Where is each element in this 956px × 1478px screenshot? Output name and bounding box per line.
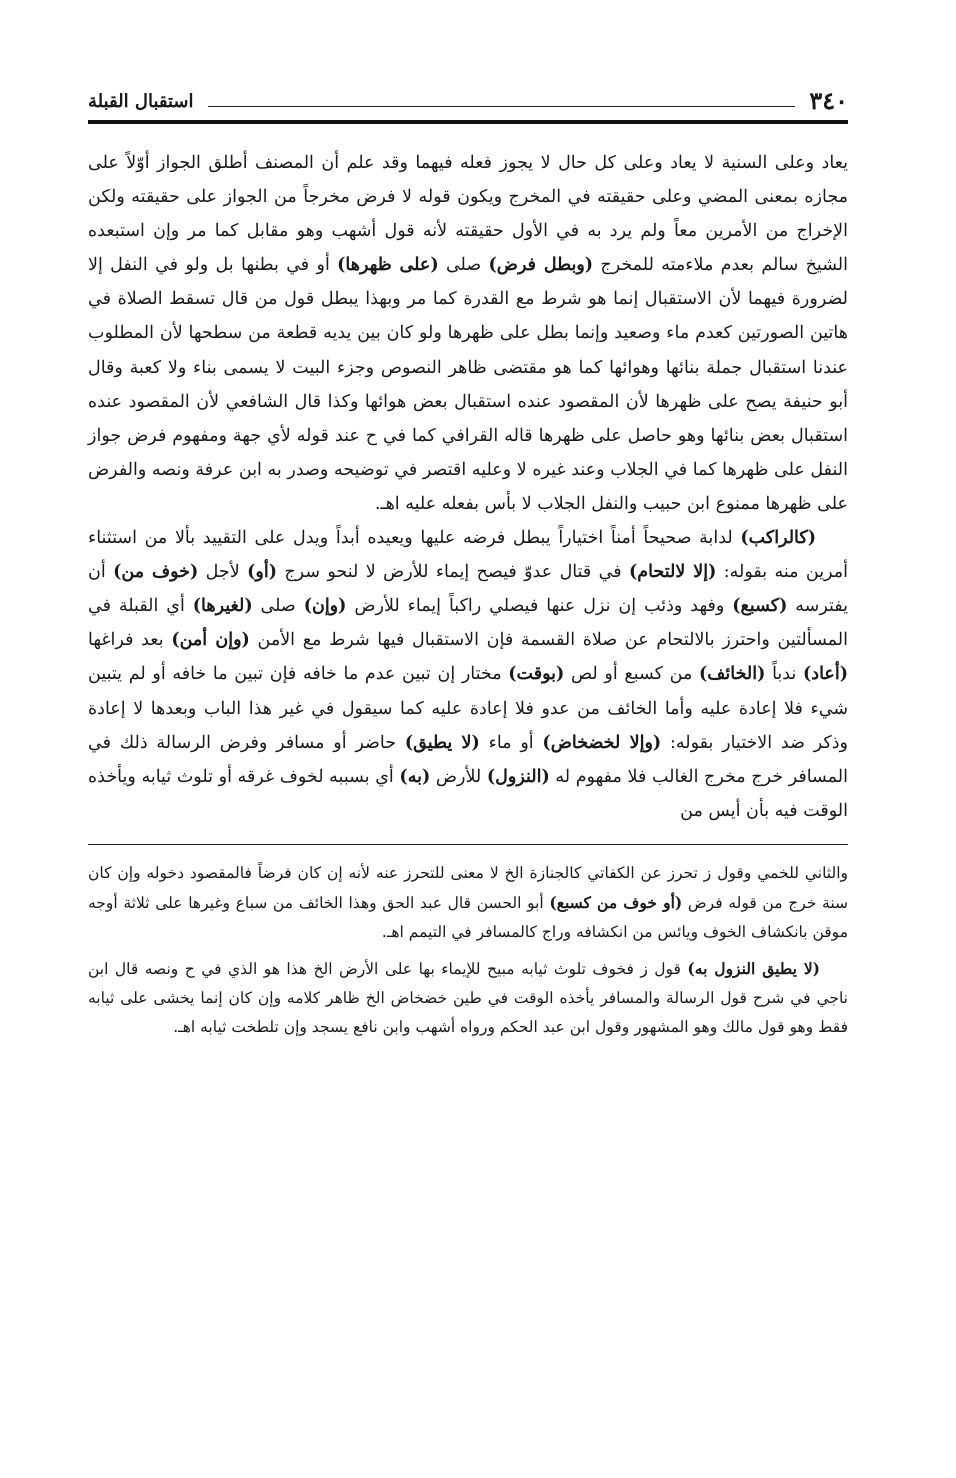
bold-term: (إلا لالتحام) xyxy=(628,562,717,583)
bold-term: (وبطل فرض) xyxy=(488,255,594,276)
bold-term: (وإن أمن) xyxy=(171,630,250,651)
page-number: ٣٤٠ xyxy=(809,86,848,115)
header-line xyxy=(208,106,796,107)
bold-term: (كسبع) xyxy=(732,596,788,617)
bold-term: (لا يطيق النزول به) xyxy=(687,958,820,978)
bold-term: (به) xyxy=(399,766,431,787)
text-run: وفهد وذئب إن نزل عنها فيصلي راكباً إيماء للأرض xyxy=(346,596,733,617)
bold-term: (لغيرها) xyxy=(192,596,253,617)
book-page xyxy=(88,84,848,1043)
bold-term: (على ظهرها) xyxy=(337,255,439,276)
text-run: بعد فراغها xyxy=(88,630,172,651)
text-run: للأرض xyxy=(430,766,487,787)
bold-term: (لا يطيق) xyxy=(404,732,480,753)
bold-term: (النزول) xyxy=(486,766,550,787)
text-run: من كسبع أو لص xyxy=(564,664,700,685)
running-header xyxy=(88,84,848,114)
text-run: والثاني للخمي وقول ز تحرز عن الكفاتي كالجنازة الخ لا معنى للتحرز عنه لأنه إن كان فرضاً فالمقصود دخوله وإن كان سنة خرج من قوله فرض xyxy=(88,863,848,913)
main-text xyxy=(88,146,848,828)
bold-term: (أو خوف من كسبع) xyxy=(549,893,683,913)
text-run: حاضر أو مسافر وفرض الرسالة ذلك في المسافر خرج مخرج الغالب فلا مفهوم له xyxy=(88,732,848,787)
bold-term: (الخائف) xyxy=(699,664,766,685)
bold-term: (خوف من) xyxy=(113,562,199,583)
bold-term: (بوقت) xyxy=(508,664,565,685)
footnote-2 xyxy=(88,954,848,1043)
footnote-1 xyxy=(88,859,848,948)
text-run: قول ز فخوف تلوث ثيابه مبيح للإيماء بها على الأرض الخ هذا هو الذي في ح ونصه قال ابن ناجي في شرح قول الرسالة والمسافر يأخذه الوقت في طين خضخاض الخ ظاهر كلامه وإن كان إنما يخشى على ثيابه فقط وهو قول مالك وهو المشهور وقول ابن عبد الحكم ورواه أشهب وابن نافع يسجد وإن تلطخت ثيابه اهـ. xyxy=(88,959,848,1037)
bold-term: (أو) xyxy=(247,562,277,583)
text-run: أن يفترسه xyxy=(88,562,848,617)
header-rule xyxy=(88,120,848,124)
paragraph-2 xyxy=(88,521,848,828)
bold-term: (وإلا لخضخاض) xyxy=(542,732,662,753)
footnote-separator xyxy=(88,844,848,845)
text-run: أبو الحسن قال عبد الحق وهذا الخائف من سباع وغيرها على ثلاثة أوجه موقن بانكشاف الخوف ويائس من انكشافه وراج كالمسافر في التيمم اهـ. xyxy=(88,894,848,942)
text-run: في قتال عدوّ فيصح إيماء للأرض لا لنحو سرج xyxy=(276,562,629,583)
chapter-title: استقبال القبلة xyxy=(88,91,194,112)
text-run: يعاد وعلى السنية لا يعاد وعلى كل حال لا يجوز فعله فيهما وقد علم أن المصنف أطلق الجواز أوّلاً على مجازه بمعنى المضي وعلى حقيقته في المخرج ويكون قوله لا فرض مخرجاً من الجواز على حقيقته ولكن الإخراج من الأمرين معاً ولم يرد به في الأول حقيقته لأنه قول أشهب وهو مقابل كما مر وإن استبعده الشيخ سالم بعدم ملاءمته للمخرج xyxy=(88,153,849,276)
text-run: أي القبلة في المسألتين واحترز بالالتحام عن صلاة القسمة فإن الاستقبال فيها شرط مع الأمن xyxy=(88,596,848,651)
text-run: صلى xyxy=(438,255,489,276)
bold-term: (أعاد) xyxy=(803,664,848,685)
text-run: لأجل xyxy=(198,562,248,583)
text-run: صلى xyxy=(252,596,304,617)
text-run: مختار إن تبين عدم ما خافه فإن تبين ما خافه أو لم يتبين شيء فلا إعادة عليه وأما الخائف من عدو فلا إعادة عليه كما سيقول في غير هذا الباب وبعدها لا إعادة وذكر ضد الاختيار بقوله: xyxy=(88,664,848,753)
text-run: أو ماء xyxy=(479,732,543,753)
footnotes xyxy=(88,859,848,1043)
bold-term: (كالراكب) xyxy=(740,528,816,549)
text-run: ندباً xyxy=(765,664,803,685)
text-run: أو في بطنها بل ولو في النفل إلا لضرورة فيهما لأن الاستقبال إنما هو شرط مع القدرة كما مر وبهذا يبطل قول من قال تسقط الصلاة في هاتين الصورتين كعدم ماء وصعيد وإنما بطل على ظهرها ولو كان بين يديه قطعة من سطحها لأن المطلوب عندنا استقبال جملة بنائها وهوائها كما هو مقتضى ظاهر النصوص وجزء البيت لا يسمى بناء ولا كعبة وقال أبو حنيفة يصح على ظهرها لأن المقصود عنده استقبال بعض هوائها وكذا قال الشافعي لأن المقصود عنده استقبال بعض بنائها وهو حاصل على ظهرها قاله القرافي كما في ح عند قوله لأي جهة ومفهوم فرض جواز النفل على ظهرها كما في الجلاب وعند غيره لا وعليه اقتصر في توضيحه وصدر به ابن عرفة ونصه والفرض على ظهرها ممنوع ابن حبيب والنفل الجلاب لا بأس بفعله عليه اهـ. xyxy=(88,255,848,514)
bold-term: (وإن) xyxy=(303,596,347,617)
text-run: أي بسببه لخوف غرقه أو تلوث ثيابه ويأخذه الوقت فيه بأن أيس من xyxy=(88,766,848,821)
paragraph-1 xyxy=(88,146,848,521)
text-run: لدابة صحيحاً أمناً اختياراً يبطل فرضه عليها ويعيده أبداً ويدل على التقييد بألا من استثناء أمرين منه بقوله: xyxy=(88,528,848,583)
